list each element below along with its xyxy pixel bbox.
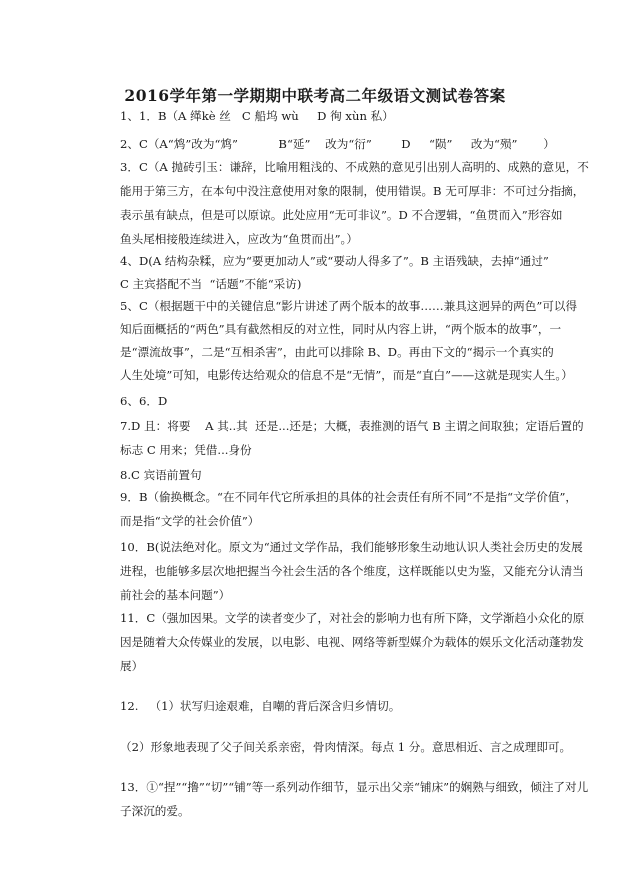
answer-13-line-1: 13．①“捏”“撸”“切”“铺”等一系列动作细节，显示出父亲“铺床”的娴熟与细致，倾注了对儿 (120, 780, 589, 794)
answer-6: 6、6．D (120, 394, 168, 408)
answer-13-line-2: 子深沉的爱。 (120, 804, 190, 818)
answer-5-line-2: 知后面概括的“两色”具有截然相反的对立性，同时从内容上讲，“两个版本的故事”，一 (120, 322, 562, 336)
answer-1: 1、1．B（A 缂kè 丝 C 船坞 wù D 徇 xùn 私） (120, 109, 394, 123)
answer-5-line-4: 人生处境”可知，电影传达给观众的信息不是“无情”，而是“直白”——这就是现实人生。） (120, 368, 573, 382)
answer-10-line-3: 前社会的基本问题”） (120, 588, 231, 602)
answer-10-line-2: 进程，也能够多层次地把握当今社会生活的各个维度，这样既能以史为鉴，又能充分认清当 (120, 564, 584, 578)
answer-3-line-3: 表示虽有缺点，但是可以原谅。此处应用“无可非议”。D 不合逻辑，“鱼贯而入”形容如 (120, 208, 563, 222)
answer-5-line-1: 5、C（根据题干中的关键信息“影片讲述了两个版本的故事……兼具这迥异的两色”可以得 (120, 299, 578, 313)
answer-11-line-2: 因是随着大众传媒业的发展，以电影、电视、网络等新型媒介为载体的娱乐文化活动蓬勃发 (120, 635, 584, 649)
answer-2: 2、C（A“鸩”改为“鸩” B“延” 改为“衍” D “陨” 改为“殒” ） (120, 137, 555, 151)
page-title: 2016学年第一学期期中联考高二年级语文测试卷答案 (124, 86, 506, 105)
answer-3-line-1: 3．C（A 抛砖引玉：谦辞，比喻用粗浅的、不成熟的意见引出别人高明的、成熟的意见，不 (120, 160, 589, 174)
answer-4-line-2: C 主宾搭配不当 “话题”不能“采访) (120, 277, 302, 291)
answer-4-line-1: 4、D(A 结构杂糅，应为“要更加动人”或“要动人得多了”。B 主语残缺，去掉“通过” (120, 254, 549, 268)
answer-10-line-1: 10．B(说法绝对化。原文为“通过文学作品，我们能够形象生动地认识人类社会历史的发展 (120, 540, 583, 554)
answer-3-line-4: 鱼头尾相接般连续进入，应改为“鱼贯而出”。） (120, 232, 358, 246)
answer-7-line-1: 7.D 且：将要 A 其..其 还是...还是；大概，表推测的语气 B 主谓之间取独；定语后置的 (120, 419, 584, 433)
answer-7-line-2: 标志 C 用来；凭借...身份 (120, 443, 252, 457)
answer-5-line-3: 是“漂流故事”，二是“互相杀害”，由此可以排除 B、D。再由下文的“揭示一个真实的 (120, 345, 554, 359)
answer-8: 8.C 宾语前置句 (120, 468, 202, 482)
answer-11-line-1: 11．C（强加因果。文学的读者变少了，对社会的影响力也有所下降，文学渐趋小众化的原 (120, 611, 585, 625)
answer-9-line-2: 而是指“文学的社会价值”） (120, 514, 260, 528)
answer-12-part-1: 12. （1）状写归途艰难，自嘲的背后深含归乡情切。 (120, 699, 401, 713)
answer-9-line-1: 9．B（偷换概念。“在不同年代它所承担的具体的社会责任有所不同”不是指“文学价值”， (120, 490, 577, 504)
answer-12-part-2: （2）形象地表现了父子间关系亲密，骨肉情深。每点 1 分。意思相近、言之成理即可。 (120, 740, 572, 754)
answer-3-line-2: 能用于第三方，在本句中没注意使用对象的限制，使用错误。B 无可厚非：不可过分指摘， (120, 184, 585, 198)
answer-11-line-3: 展） (120, 659, 144, 673)
